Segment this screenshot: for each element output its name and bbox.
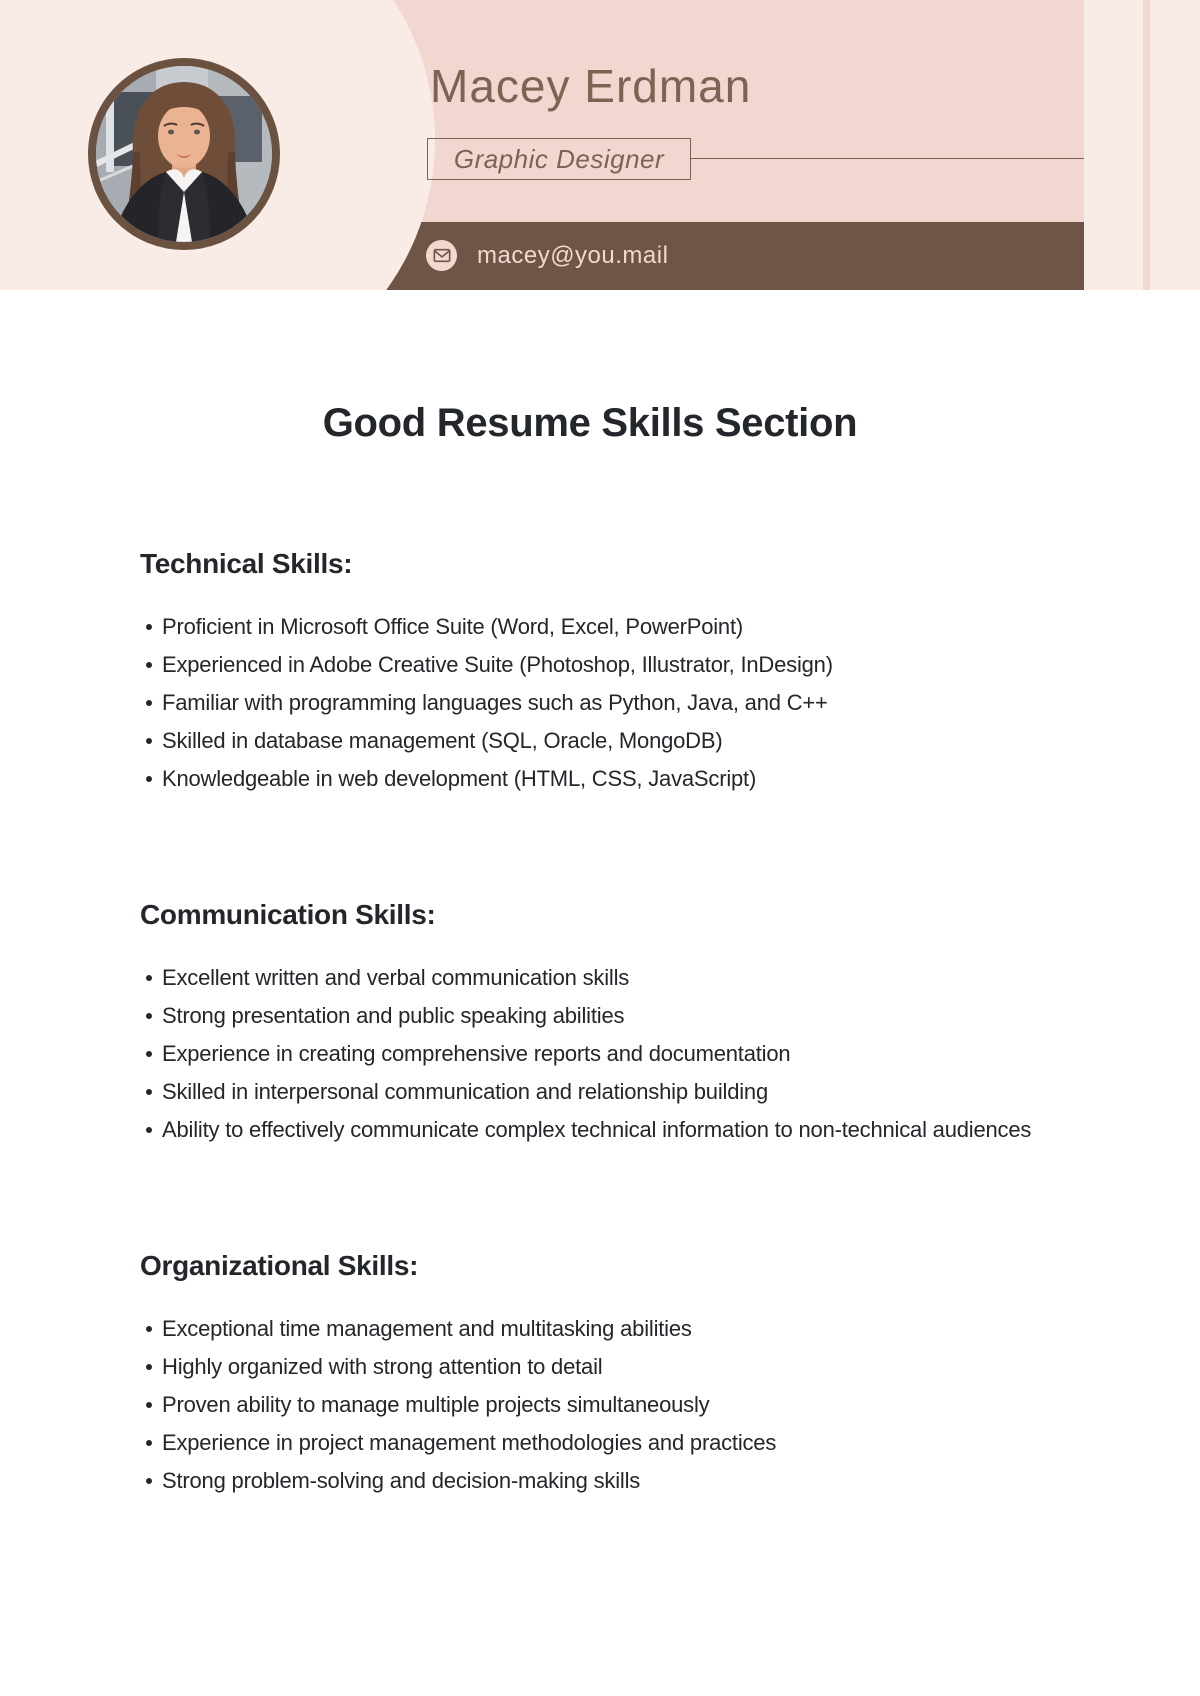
- email-row: [426, 240, 668, 271]
- list-item: Excellent written and verbal communication skills: [140, 959, 1040, 997]
- skills-list: [140, 1310, 1040, 1500]
- list-item: Skilled in interpersonal communication and relationship building: [140, 1073, 1040, 1111]
- section-heading: Organizational Skills:: [140, 1250, 419, 1281]
- role-divider-line: [691, 158, 1084, 159]
- list-item: Ability to effectively communicate complex technical information to non-technical audiences: [140, 1111, 1040, 1149]
- list-item: Experienced in Adobe Creative Suite (Photoshop, Illustrator, InDesign): [140, 646, 1040, 684]
- list-item: Strong problem-solving and decision-making skills: [140, 1462, 1040, 1500]
- header-edge-strip: [1143, 0, 1150, 290]
- list-item: Familiar with programming languages such as Python, Java, and C++: [140, 684, 1040, 722]
- profile-photo-illustration: [96, 66, 272, 242]
- person-name: Macey Erdman: [430, 60, 752, 112]
- list-item: Exceptional time management and multitasking abilities: [140, 1310, 1040, 1348]
- list-item: Highly organized with strong attention to detail: [140, 1348, 1040, 1386]
- section-communication-skills: [140, 898, 1040, 1149]
- section-technical-skills: [140, 547, 1040, 798]
- section-heading: Technical Skills:: [140, 548, 353, 579]
- role-box: [427, 138, 691, 180]
- skills-list: [140, 608, 1040, 798]
- list-item: Proficient in Microsoft Office Suite (Word, Excel, PowerPoint): [140, 608, 1040, 646]
- email-address: macey@you.mail: [477, 241, 669, 269]
- list-item: Skilled in database management (SQL, Oracle, MongoDB): [140, 722, 1040, 760]
- profile-photo: [88, 58, 280, 250]
- skills-list: [140, 959, 1040, 1149]
- list-item: Experience in project management methodologies and practices: [140, 1424, 1040, 1462]
- list-item: Strong presentation and public speaking abilities: [140, 997, 1040, 1035]
- resume-body: [0, 399, 1200, 1500]
- list-item: Experience in creating comprehensive reports and documentation: [140, 1035, 1040, 1073]
- list-item: Knowledgeable in web development (HTML, CSS, JavaScript): [140, 760, 1040, 798]
- envelope-icon: [426, 240, 457, 271]
- section-organizational-skills: [140, 1249, 1040, 1500]
- page-title: Good Resume Skills Section: [322, 401, 858, 445]
- role-label: Graphic Designer: [453, 143, 665, 174]
- resume-header: [0, 0, 1200, 290]
- list-item: Proven ability to manage multiple projects simultaneously: [140, 1386, 1040, 1424]
- section-heading: Communication Skills:: [140, 899, 436, 930]
